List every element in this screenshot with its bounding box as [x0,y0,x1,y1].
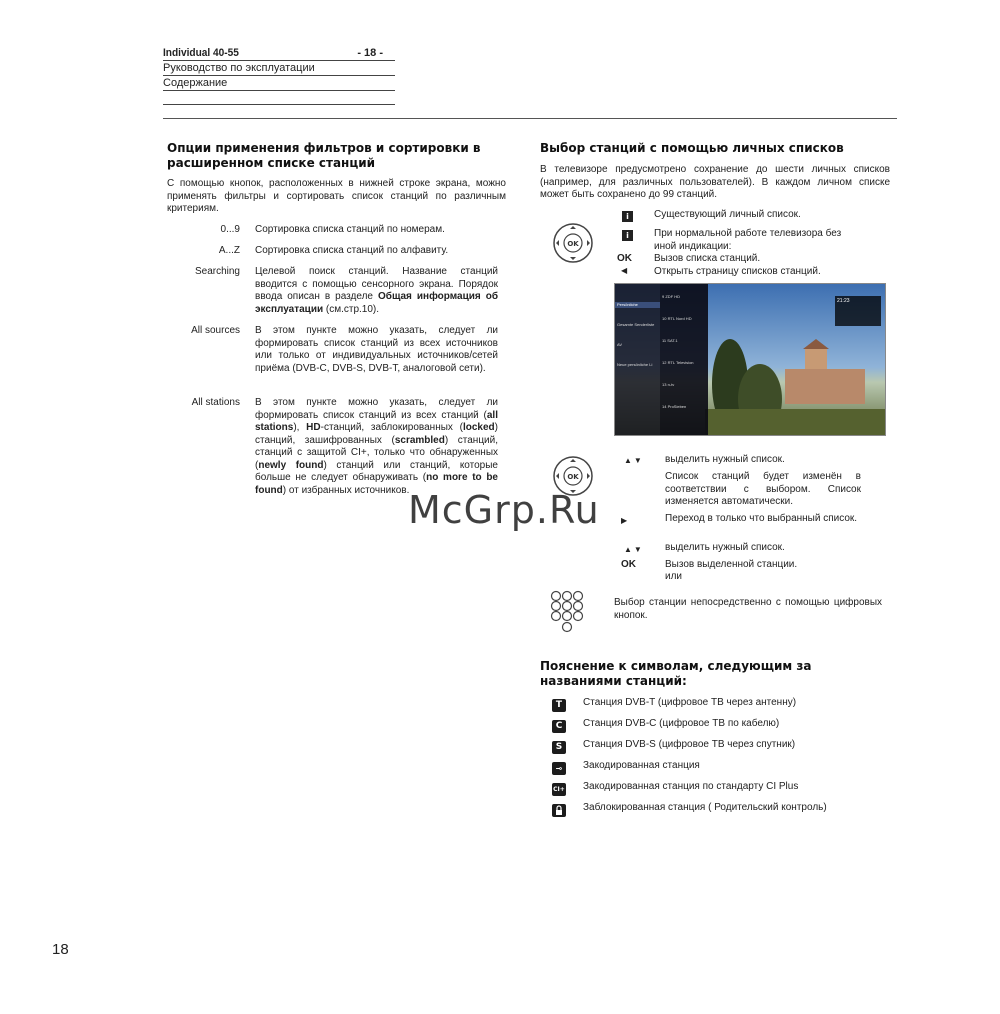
symbol-desc-encrypted: Закодированная станция [583,760,700,771]
tv-clock: 21:23 [837,298,850,304]
tv-channel-row[interactable]: 12 RTL Television [662,360,694,365]
symbol-desc-dvb-t: Станция DVB-T (цифровое ТВ через антенну) [583,697,797,708]
ci-plus-icon: CI+ [552,783,566,796]
dvb-t-icon: T [552,699,566,712]
tv-channel-row[interactable]: 14 ProSieben [662,404,687,409]
filter-label-searching: Searching [194,266,240,277]
right-section-title: Выбор станций с помощью личных списков [540,141,844,155]
filter-desc-alpha: Сортировка списка станций по алфавиту. [255,245,449,256]
tv-menu-item[interactable]: Gesamte Senderliste [617,322,655,327]
symbols-section-title: Пояснение к символам, следующим за названиями станций: [540,659,812,688]
arrow-right-icon: ▶ [621,516,628,525]
filter-desc-numbers: Сортировка списка станций по номерам. [255,224,445,235]
section-divider [163,118,897,119]
arrow-up-down-icon: ▲▼ [624,545,644,554]
dvb-c-icon: C [552,720,566,733]
page-number: 18 [52,941,69,958]
left-intro: С помощью кнопок, расположенных в нижней строке экрана, можно применять фильтры и сортировать список станций по различным критериям. [167,178,506,214]
arrow-up-down-icon: ▲▼ [624,456,644,465]
filter-label-numbers: 0...9 [220,224,240,235]
key-icon: ⊸ [552,762,566,775]
or-text: или [665,571,683,582]
lock-icon [552,804,566,817]
filter-desc-sources: В этом пункте можно указать, следует ли формировать список станций из всех источников или только от индивидуальных источников/сетей приёма (DVB-C, DVB-S, DVB-T, аналоговой сети). [255,325,498,374]
header-subtitle-row-2 [163,76,395,91]
step-digit-keys: Выбор станции непосредственно с помощью цифровых кнопок. [614,597,882,621]
tv-screenshot [614,283,886,436]
filter-label-alpha: A...Z [218,245,240,256]
tv-menu-item[interactable]: Neue persönliche Li [617,362,653,367]
symbol-desc-ci-plus: Закодированная станция по стандарту CI Plus [583,781,799,792]
header-subtitle-row-1 [163,61,395,76]
tv-channel-list [660,284,708,435]
filter-label-sources: All sources [191,325,240,336]
svg-text:OK: OK [567,240,579,248]
header-model-row [163,46,395,61]
step-list-changed: Список станций будет изменён в соответствии с выбором. Список изменяется автоматически. [665,471,861,507]
tv-menu-item[interactable]: AV [617,342,623,347]
page-reference: - 18 - [357,47,383,59]
filter-desc-searching: Целевой поиск станций. Название станций вводится с помощью сенсорного экрана. Порядок ввода описан в разделе Общая информация об эксплуатации (см.стр.10). [255,266,498,315]
step-normal-mode: При нормальной работе телевизора без иной индикации: [654,228,842,252]
step-open-page: Открыть страницу списков станций. [654,266,821,277]
step-call-list: Вызов списка станций. [654,253,761,264]
tv-channel-row[interactable]: 10 RTL Nord HD [662,316,692,321]
ok-key-label: OK [621,559,636,570]
landscape-illustration [705,314,886,436]
tv-channel-row[interactable]: 9 ZDF HD [662,294,681,299]
symbol-desc-dvb-s: Станция DVB-S (цифровое ТВ через спутник) [583,739,796,750]
step-select-list-2: выделить нужный список. [665,542,785,553]
info-icon: i [622,211,633,222]
filter-label-stations: All stations [191,397,240,408]
tv-channel-row[interactable]: 13 n-tv [662,382,675,387]
watermark: McGrp.Ru [408,488,600,532]
step-go-to-list: Переход в только что выбранный список. [665,513,858,524]
tv-info-box [835,296,881,326]
svg-text:OK: OK [567,473,579,481]
symbol-desc-locked: Заблокированная станция ( Родительский контроль) [583,802,827,813]
tv-menu-panel [615,284,660,435]
dvb-s-icon: S [552,741,566,754]
tv-menu-item[interactable]: Persönliche [615,302,660,308]
step-call-station: Вызов выделенной станции. [665,559,798,570]
header-empty-row [163,91,395,105]
step-select-list: выделить нужный список. [665,454,785,465]
left-section-title: Опции применения фильтров и сортировки в расширенном списке станций [167,141,481,170]
number-keypad-icon [549,590,585,634]
arrow-left-icon: ◀ [621,266,628,275]
manual-title: Руководство по эксплуатации [163,62,315,74]
info-icon: i [622,230,633,241]
right-intro: В телевизоре предусмотрено сохранение до шести личных списков (например, для различных пользователей). В каждом личном списке может быть сохранено до 99 станций. [540,164,890,200]
tv-channel-row[interactable]: 11 SAT.1 [662,338,678,343]
step-existing-list: Существующий личный список. [654,209,801,220]
contents-link[interactable]: Содержание [163,77,228,89]
ok-key-label: OK [617,253,632,264]
filter-desc-stations: В этом пункте можно указать, следует ли формировать список станций из всех станций (all stations), HD-станций, заблокированных (locked) станций, зашифрованных (scrambled) станций, станций с защитой CI+, только что обнаруженных (newly found) станций или станций, которые больше не следует обнаруживать (no more to be found) от избранных источников. [255,397,498,496]
model-name: Individual 40-55 [163,47,239,59]
remote-nav-ring-icon [552,222,594,264]
symbol-desc-dvb-c: Станция DVB-C (цифровое ТВ по кабелю) [583,718,780,729]
